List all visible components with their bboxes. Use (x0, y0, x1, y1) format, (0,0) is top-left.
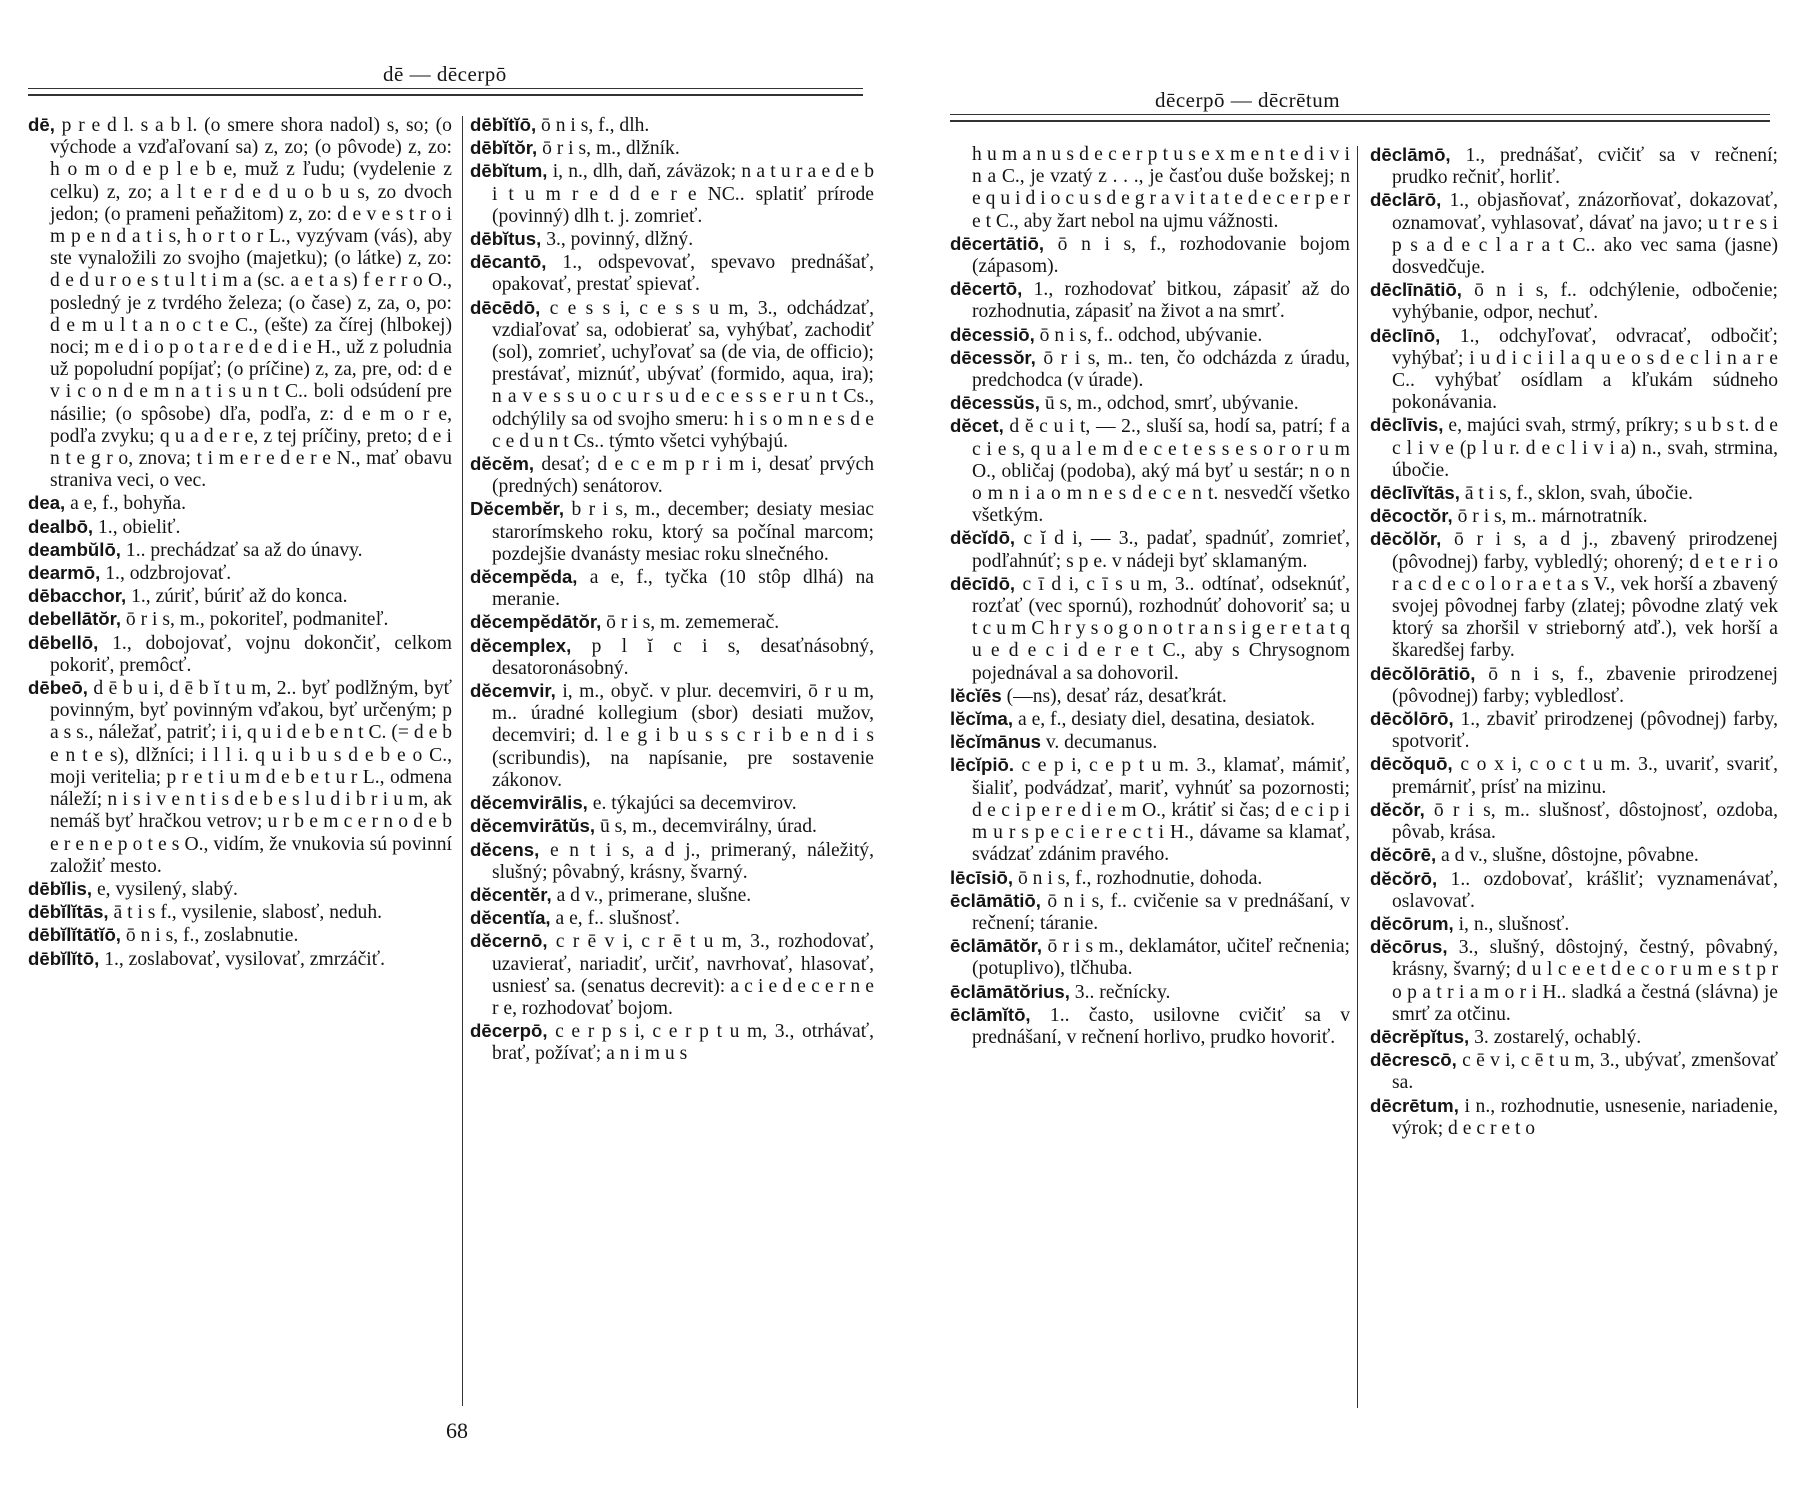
dictionary-entry (1370, 325, 1778, 415)
headword: dēbellō, (28, 631, 99, 653)
definition: ō r i s, m., pokoriteľ, podmaniteľ. (125, 609, 389, 631)
dictionary-entry (470, 792, 874, 815)
dictionary-entry (470, 815, 874, 838)
definition: ō n i s, f., rozhodovanie bojom (zápasom). (972, 233, 1350, 278)
dictionary-entry (950, 144, 1350, 233)
headword: ēclāmĭtō, (950, 1003, 1031, 1025)
dictionary-entry (950, 415, 1350, 527)
headword: dēbĭlĭtō, (28, 947, 100, 969)
dictionary-entry (28, 585, 452, 608)
left-page-column-1 (28, 114, 452, 971)
dictionary-entry (28, 878, 452, 901)
definition: p r e d l. s a b l. (o smere shora nadol) s, so; (o východe a vzďaľovaní sa) z, zo; (o pôvode) z, zo: h o m o d e p l e b e, muž z ľudu; (vydelenie z celku) z, zo; a l t e r d e d u o b u s, zo dvoch jedon; (o prameni peňažitom) z, zo: d e v e s t r o i m p e n d a t i s, h o r t o r L., vyzývam (vás), aby ste vynaložili zo svojho (majetku); (o látke) z, zo: d e d u r o e s t u l t i m a (sc. a e t a s) f e r r o O., posledný je z tvrdého železa; (o čase) z, za, o, po: d e m u l t a n o c t e C., (ešte) za čírej (hlbokej) noci; m e d i o p o t a r e d e d i e H., už z poludnia už popoludní popíjať; (o príčine) z, za, pre, od: d e v i c o n d e m n a t i s u n t C.. boli odsúdení pre násilie; (o spôsobe) dľa, podľa, z: d e m o r e, podľa zvyku; q u a d e r e, z tej príčiny, preto; d e i n t e g r o, znova; t i m e r e d e r e N., mať obavu straniva veci, o vec. (50, 115, 452, 492)
header-rule-right (950, 114, 1770, 122)
headword: dĕcet, (950, 415, 1004, 437)
definition: a e, f., tyčka (10 stôp dlhá) na meranie. (492, 567, 874, 611)
dictionary-entry (950, 1004, 1350, 1049)
headword: dĕcens, (470, 838, 540, 860)
headword: dĕcempĕdātŏr, (470, 611, 602, 633)
dictionary-entry (1370, 1049, 1778, 1094)
definition: c e p i, c e p t u m. 3., klamať, mámiť, šialiť, podvádzať, mariť, vyhnúť sa pozornosti; d e c i p e r e d i e m O., krátiť si čas; d e c i p i m u r s p e c i e r e c t i H., dávame sa klamať, svádzať zdánim pravého. (972, 755, 1350, 866)
dictionary-entry (28, 677, 452, 878)
dictionary-entry (1370, 414, 1778, 482)
headword: dĕcĕm, (470, 453, 535, 475)
dictionary-entry (28, 608, 452, 631)
headword: lēcĭpiō. (950, 754, 1015, 776)
dictionary-entry (950, 347, 1350, 392)
headword: dēclīvis, (1370, 414, 1444, 436)
dictionary-entry (470, 930, 874, 1020)
headword: dēcertātiō, (950, 232, 1045, 254)
headword: dealbō, (28, 515, 94, 537)
dictionary-entry (470, 160, 874, 228)
dictionary-entry (470, 137, 874, 160)
headword: dēcēdō, (470, 296, 541, 318)
dictionary-entry (1370, 936, 1778, 1026)
dictionary-entry (470, 228, 874, 251)
definition: a e, f., desiaty diel, desatina, desiatok. (1017, 709, 1316, 731)
dictionary-entry (470, 251, 874, 296)
definition: c ĭ d i, — 3., padať, spadnúť, zomrieť, podľahnúť; s p e. v nádeji byť sklamaným. (972, 528, 1350, 572)
right-page-column-2 (1370, 144, 1778, 1140)
dictionary-entry (950, 233, 1350, 278)
dictionary-entry (28, 562, 452, 585)
dictionary-entry (470, 1020, 874, 1065)
headword: dēcessŏr, (950, 346, 1036, 368)
headword: dēclīnātiō, (1370, 279, 1462, 301)
headword: lĕcĭmānus (950, 731, 1041, 753)
dictionary-entry (470, 635, 874, 680)
definition: e n t i s, a d j., primeraný, náležitý, slušný; pôvabný, krásny, švarný. (492, 839, 874, 883)
headword: dĕcemvirālis, (470, 792, 588, 814)
headword: dēclīvĭtās, (1370, 482, 1460, 504)
page-number: 68 (446, 1418, 468, 1443)
definition: c ē v i, c ē t u m, 3., ubývať, zmenšovať sa. (1392, 1050, 1779, 1094)
definition: ō n i s, f., zbavenie prirodzenej (pôvodnej) farby; vybledlosť. (1392, 663, 1778, 707)
headword: dēcertō, (950, 278, 1023, 300)
headword: dēbĭlĭtās, (28, 901, 109, 923)
headword: ēclāmātŏr, (950, 935, 1042, 957)
definition: ū s, m., decemvirálny, úrad. (599, 816, 817, 838)
dictionary-entry (1370, 1095, 1778, 1140)
dictionary-entry (28, 114, 452, 492)
definition: h u m a n u s d e c e r p t u s e x m e n t e d i v i n a C., je vzatý z . . ., je časťou duše božskej; n e q u i d i o c u s d e g r a v i t a t e d e c e r p e r e t C., aby žart nebol na ujmu vážnosti. (972, 144, 1350, 232)
definition: c o x i, c o c t u m. 3., uvariť, svariť, premárniť, prísť na mizinu. (1392, 754, 1778, 798)
headword: dĕcōrus, (1370, 936, 1448, 958)
dictionary-entry (28, 539, 452, 562)
dictionary-entry (470, 498, 874, 566)
headword: dearmō, (28, 562, 101, 584)
headword: dēbacchor, (28, 585, 127, 607)
headword: dēbĭlis, (28, 877, 93, 899)
headword: dēcŏlōrō, (1370, 708, 1454, 730)
headword: dēbeō, (28, 677, 88, 699)
definition: ō r i s, m.. márnotratník. (1457, 506, 1648, 528)
dictionary-entry (28, 632, 452, 677)
definition: 3. zostarelý, ochablý. (1474, 1026, 1642, 1048)
headword: dĕcŏrō, (1370, 867, 1438, 889)
dictionary-entry (470, 114, 874, 137)
definition: ō n i s, f.. cvičenie sa v prednášaní, v rečnení; táranie. (972, 890, 1350, 934)
definition: i, m., obyč. v plur. decemviri, ō r u m, m.. úradné kollegium (sbor) desiati mužov, decemviri; d. l e g i b u s s c r i b e n d i s (scribundis), na napísanie, pre sostavenie zákonov. (492, 681, 874, 791)
definition: ō n i s, f., dlh. (541, 115, 650, 136)
dictionary-entry (950, 890, 1350, 935)
running-head-left: dē — dēcerpō (383, 62, 507, 86)
headword: dēclāmō, (1370, 144, 1451, 165)
definition: ū s, m., odchod, smrť, ubývanie. (1044, 393, 1299, 415)
definition: d ē b u i, d ē b ĭ t u m, 2.. byť podlžným, byť povinným, byť povinným vďakou, byť určeným; p a s s., náležať, patriť; i i, q u i d e b e n t C. (= d e b e n t e s), dlžníci; i l l i. q u i b u s d e b e o C., moji veritelia; p r e t i u m d e b e t u r L., odmena náleží; n i s i v e n t i s d e b e s l u d i b r i u m, ak nemáš byť hračkou vetrov; u r b e m c e r n o d e b e r e n e p o t e s O., vidím, že vnukovia sú povinní založiť mesto. (50, 678, 452, 877)
definition: 1., odzbrojovať. (105, 563, 232, 585)
definition: 3.. rečnícky. (1074, 981, 1171, 1003)
definition: a d v., slušne, dôstojne, pôvabne. (1441, 845, 1699, 867)
dictionary-entry (1370, 868, 1778, 913)
definition: 1., odchyľovať, odvracať, odbočiť; vyhýbať; i u d i c i i l a q u e o s d e c l i n a r e C.. vyhýbať osídlam a kľukám súdneho pokonávania. (1392, 325, 1778, 414)
dictionary-entry (950, 324, 1350, 347)
headword: dēbĭtus, (470, 228, 542, 250)
definition: 1., prednášať, cvičiť sa v rečnení; prudko rečniť, horliť. (1392, 145, 1778, 189)
headword: dēcrescō, (1370, 1049, 1457, 1071)
headword: dēbĭtĭō, (470, 114, 537, 135)
headword: dēbĭtum, (470, 160, 548, 182)
headword: dēcrētum, (1370, 1094, 1459, 1116)
definition: i n., rozhodnutie, usnesenie, nariadenie, výrok; d e c r e t o (1392, 1095, 1778, 1139)
headword: ēclāmātiō, (950, 889, 1041, 911)
headword: dēbĭtŏr, (470, 137, 538, 159)
definition: ō n i s, f., zoslabnutie. (125, 925, 299, 947)
dictionary-entry (1370, 144, 1778, 189)
headword: dĕcŏr, (1370, 798, 1425, 820)
dictionary-entry (1370, 528, 1778, 662)
definition: c ī d i, c ī s u m, 3.. odtínať, odseknúť, rozťať (vec spornú), rozhodnúť dohovoriť sa; u t c u m C h r y s o g o n o t r a n s i g e r e t a t q u e d e c i d e r e t C., aby s Chrysognom pojednával a sa dohovoril. (972, 573, 1350, 684)
definition: ō n i s, f.. odchýlenie, odbočenie; vyhýbanie, odpor, nechuť. (1392, 280, 1778, 324)
dictionary-entry (950, 981, 1350, 1004)
running-head-right: dēcerpō — dēcrētum (1155, 88, 1341, 112)
definition: i, n., dlh, daň, záväzok; n a t u r a e d e b i t u m r e d d e r e NC.. splatiť prírode (povinný) dlh t. j. zomrieť. (492, 161, 875, 227)
dictionary-entry (1370, 505, 1778, 528)
headword: ēclāmātŏrius, (950, 980, 1070, 1002)
dictionary-entry (470, 297, 874, 453)
definition: ō n i s, f.. odchod, ubývanie. (1039, 324, 1263, 346)
dictionary-entry (1370, 482, 1778, 505)
headword: dēcantō, (470, 251, 547, 273)
dictionary-entry (950, 278, 1350, 323)
headword: dē, (28, 114, 55, 135)
headword: dēcessŭs, (950, 392, 1040, 414)
definition: p l ĭ c i s, desaťnásobný, desatoronásobný. (492, 635, 874, 679)
dictionary-entry (950, 708, 1350, 731)
dictionary-entry (950, 731, 1350, 754)
definition: i, n., slušnosť. (1458, 913, 1570, 935)
headword: dĕcōrē, (1370, 844, 1437, 866)
headword: dēcerpō, (470, 1020, 548, 1042)
definition: 1., obieliť. (98, 516, 181, 538)
headword: dĕcentĭa, (470, 907, 551, 929)
dictionary-entry (470, 566, 874, 611)
definition: a d v., primerane, slušne. (556, 884, 752, 906)
definition: c e s s i, c e s s u m, 3., odchádzať, vzdiaľovať sa, odobierať sa, vyhýbať, zachodiť (sol), zomrieť, uchyľovať sa (de via, de officio); prestávať, miznúť, ubývať (formido, aqua, ira); n a v e s s u o c u r s u d e c e s s e r u n t Cs., odchýlily sa od svojho smeru: h i s o m n e s d e c e d u n t Cs.. týmto všetci vyhýbajú. (492, 297, 875, 452)
definition: desať; d e c e m p r i m i, desať prvých (predných) senátorov. (492, 454, 874, 498)
dictionary-entry (1370, 844, 1778, 867)
dictionary-entry (470, 839, 874, 884)
definition: e, vysilený, slabý. (96, 878, 238, 900)
definition: ō r i s, m.. slušnosť, dôstojnosť, ozdoba, pôvab, krása. (1392, 799, 1779, 844)
definition: 1.. prechádzať sa až do únavy. (125, 539, 363, 561)
definition: ō r i s, a d j., zbavený prirodzenej (pôvodnej) farby, vybledlý; ohorený; d e t e r i o r a c d e c o l o r a e t a s V., vek horší a zbavený svojej pôvodnej farby (zlatej; pôvodne zlatý vek ktorý sa zhoršil v strieborný atď.), vek horší a škaredšej farby. (1392, 529, 1778, 662)
definition: 1., dobojovať, vojnu dokončiť, celkom pokoriť, premôcť. (50, 632, 453, 676)
definition: (—ns), desať ráz, desaťkrát. (1006, 685, 1227, 707)
headword: dĕcōrum, (1370, 912, 1454, 934)
definition: 3., slušný, dôstojný, čestný, pôvabný, krásny, švarný; d u l c e e t d e c o r u m e s t p r o p a t r i a m o r i H.. sladká a čestná (slávna) je smrť za otčinu. (1392, 937, 1778, 1025)
headword: dĕcentĕr, (470, 883, 552, 905)
headword: lĕcĭēs (950, 684, 1002, 706)
definition: c r ē v i, c r ē t u m, 3., rozhodovať, uzavierať, nariadiť, určiť, navrhovať, hlasovať, usniesť sa. (senatus decrevit): a c i e d e c e r n e r e, rozhodovať bojom. (492, 931, 874, 1019)
dictionary-entry (28, 516, 452, 539)
definition: v. decumanus. (1045, 732, 1158, 754)
definition: ō r i s m., deklamátor, učiteľ rečnenia; (potuplivo), tlčhuba. (972, 936, 1350, 980)
headword: dēcoctŏr, (1370, 505, 1453, 527)
definition: d ĕ c u i t, — 2., sluší sa, hodí sa, patrí; f a c i e s, q u a l e m d e c e t e s s e s o r o r u m O., obličaj (podoba), aký má byť u sestár; n o n o m n i a o m n e s d e c e n t. nesvedčí všetko všetkým. (972, 416, 1350, 527)
definition: c e r p s i, c e r p t u m, 3., otrhávať, brať, požívať; a n i m u s (492, 1021, 874, 1065)
dictionary-entry (470, 680, 874, 792)
headword: dĕcemvirātŭs, (470, 815, 596, 837)
definition: e, majúci svah, strmý, príkry; s u b s t. d e c l i v e (p l u r. d e c l i v i a) n., svah, strmina, úbočie. (1392, 415, 1778, 481)
dictionary-entry (470, 884, 874, 907)
dictionary-entry (1370, 913, 1778, 936)
headword: dēcŏquō, (1370, 753, 1453, 775)
definition: 1., zbaviť prirodzenej (pôvodnej) farby, spotvoriť. (1392, 709, 1778, 753)
definition: ā t i s f., vysilenie, slabosť, neduh. (113, 902, 383, 924)
dictionary-entry (950, 935, 1350, 980)
headword: dĕcernō, (470, 930, 548, 952)
definition: a e, f., bohyňa. (70, 493, 187, 515)
definition: 1., rozhodovať bitkou, zápasiť až do rozhodnutia, zápasiť na život a na smrť. (972, 279, 1350, 323)
definition: ō r i s, m., dlžník. (542, 138, 680, 160)
dictionary-entry (950, 527, 1350, 572)
headword: dēcŏlŏr, (1370, 528, 1442, 550)
headword: lēcīsiō, (950, 866, 1014, 888)
headword: dēcŏlōrātiō, (1370, 662, 1476, 684)
definition: ō r i s, m.. ten, čo odcházda z úradu, predchodca (v úrade). (972, 347, 1350, 392)
definition: 1.. ozdobovať, krášliť; vyznamenávať, oslavovať. (1392, 868, 1778, 912)
definition: 1., objasňovať, znázorňovať, dokazovať, oznamovať, vyhlasovať, dávať na javo; u t r e s i p s a d e c l a r a t C.. ako vec sama (jasne) dosvedčuje. (1392, 190, 1778, 279)
dictionary-entry (28, 492, 452, 515)
definition: b r i s, m., december; desiaty mesiac starorímskeho roku, ktorý sa počínal marcom; pozdejšie dvanásty mesiac roku slnečného. (492, 499, 874, 565)
dictionary-entry (950, 573, 1350, 685)
dictionary-entry (1370, 1026, 1778, 1049)
headword: dea, (28, 492, 66, 514)
dictionary-entry (1370, 663, 1778, 708)
headword: dēclārō, (1370, 189, 1442, 211)
dictionary-entry (28, 924, 452, 947)
headword: dĕcemvir, (470, 680, 556, 702)
right-page (905, 0, 1810, 1500)
headword: lĕcĭma, (950, 708, 1014, 730)
definition: 1., zoslabovať, vysilovať, zmrzáčiť. (104, 948, 386, 970)
definition: ō r i s, m. zememerač. (606, 612, 780, 634)
dictionary-entry (1370, 708, 1778, 753)
definition: 1., odspevovať, spevavo prednášať, opakovať, prestať spievať. (492, 252, 874, 296)
dictionary-entry (470, 453, 874, 498)
headword: dĕcĭdō, (950, 527, 1016, 549)
column-divider-left (462, 116, 463, 1406)
headword: dēbĭlĭtātĭō, (28, 924, 121, 946)
dictionary-entry (470, 611, 874, 634)
dictionary-entry (950, 867, 1350, 890)
dictionary-entry (28, 901, 452, 924)
dictionary-entry (950, 685, 1350, 708)
definition: e. týkajúci sa decemvirov. (592, 793, 797, 815)
dictionary-entry (28, 948, 452, 971)
headword: dēclīnō, (1370, 324, 1441, 346)
definition: 3., povinný, dlžný. (546, 229, 694, 251)
dictionary-entry (1370, 753, 1778, 798)
dictionary-entry (1370, 189, 1778, 279)
definition: ā t i s, f., sklon, svah, úbočie. (1464, 483, 1693, 505)
headword: deambŭlō, (28, 538, 121, 560)
headword: dĕcempĕda, (470, 566, 578, 588)
dictionary-entry (950, 392, 1350, 415)
headword: dēcrĕpĭtus, (1370, 1025, 1470, 1047)
headword: dēcīdō, (950, 572, 1016, 594)
header-rule-left (28, 88, 863, 96)
column-divider-right (1357, 146, 1358, 1408)
definition: 1.. často, usilovne cvičiť sa v prednášaní, v rečnení horlivo, prudko hovoriť. (972, 1004, 1350, 1048)
headword: dĕcemplex, (470, 634, 572, 656)
dictionary-entry (1370, 279, 1778, 324)
right-page-column-1 (950, 144, 1350, 1049)
headword: Dĕcembĕr, (470, 498, 565, 520)
headword: debellātŏr, (28, 608, 121, 630)
definition: a e, f.. slušnosť. (555, 908, 680, 930)
dictionary-entry (950, 754, 1350, 866)
definition: 1., zúriť, búriť až do konca. (131, 586, 348, 608)
definition: ō n i s, f., rozhodnutie, dohoda. (1017, 867, 1263, 889)
headword: dēcessiō, (950, 323, 1035, 345)
dictionary-entry (1370, 799, 1778, 844)
dictionary-entry (470, 907, 874, 930)
left-page-column-2 (470, 114, 874, 1066)
